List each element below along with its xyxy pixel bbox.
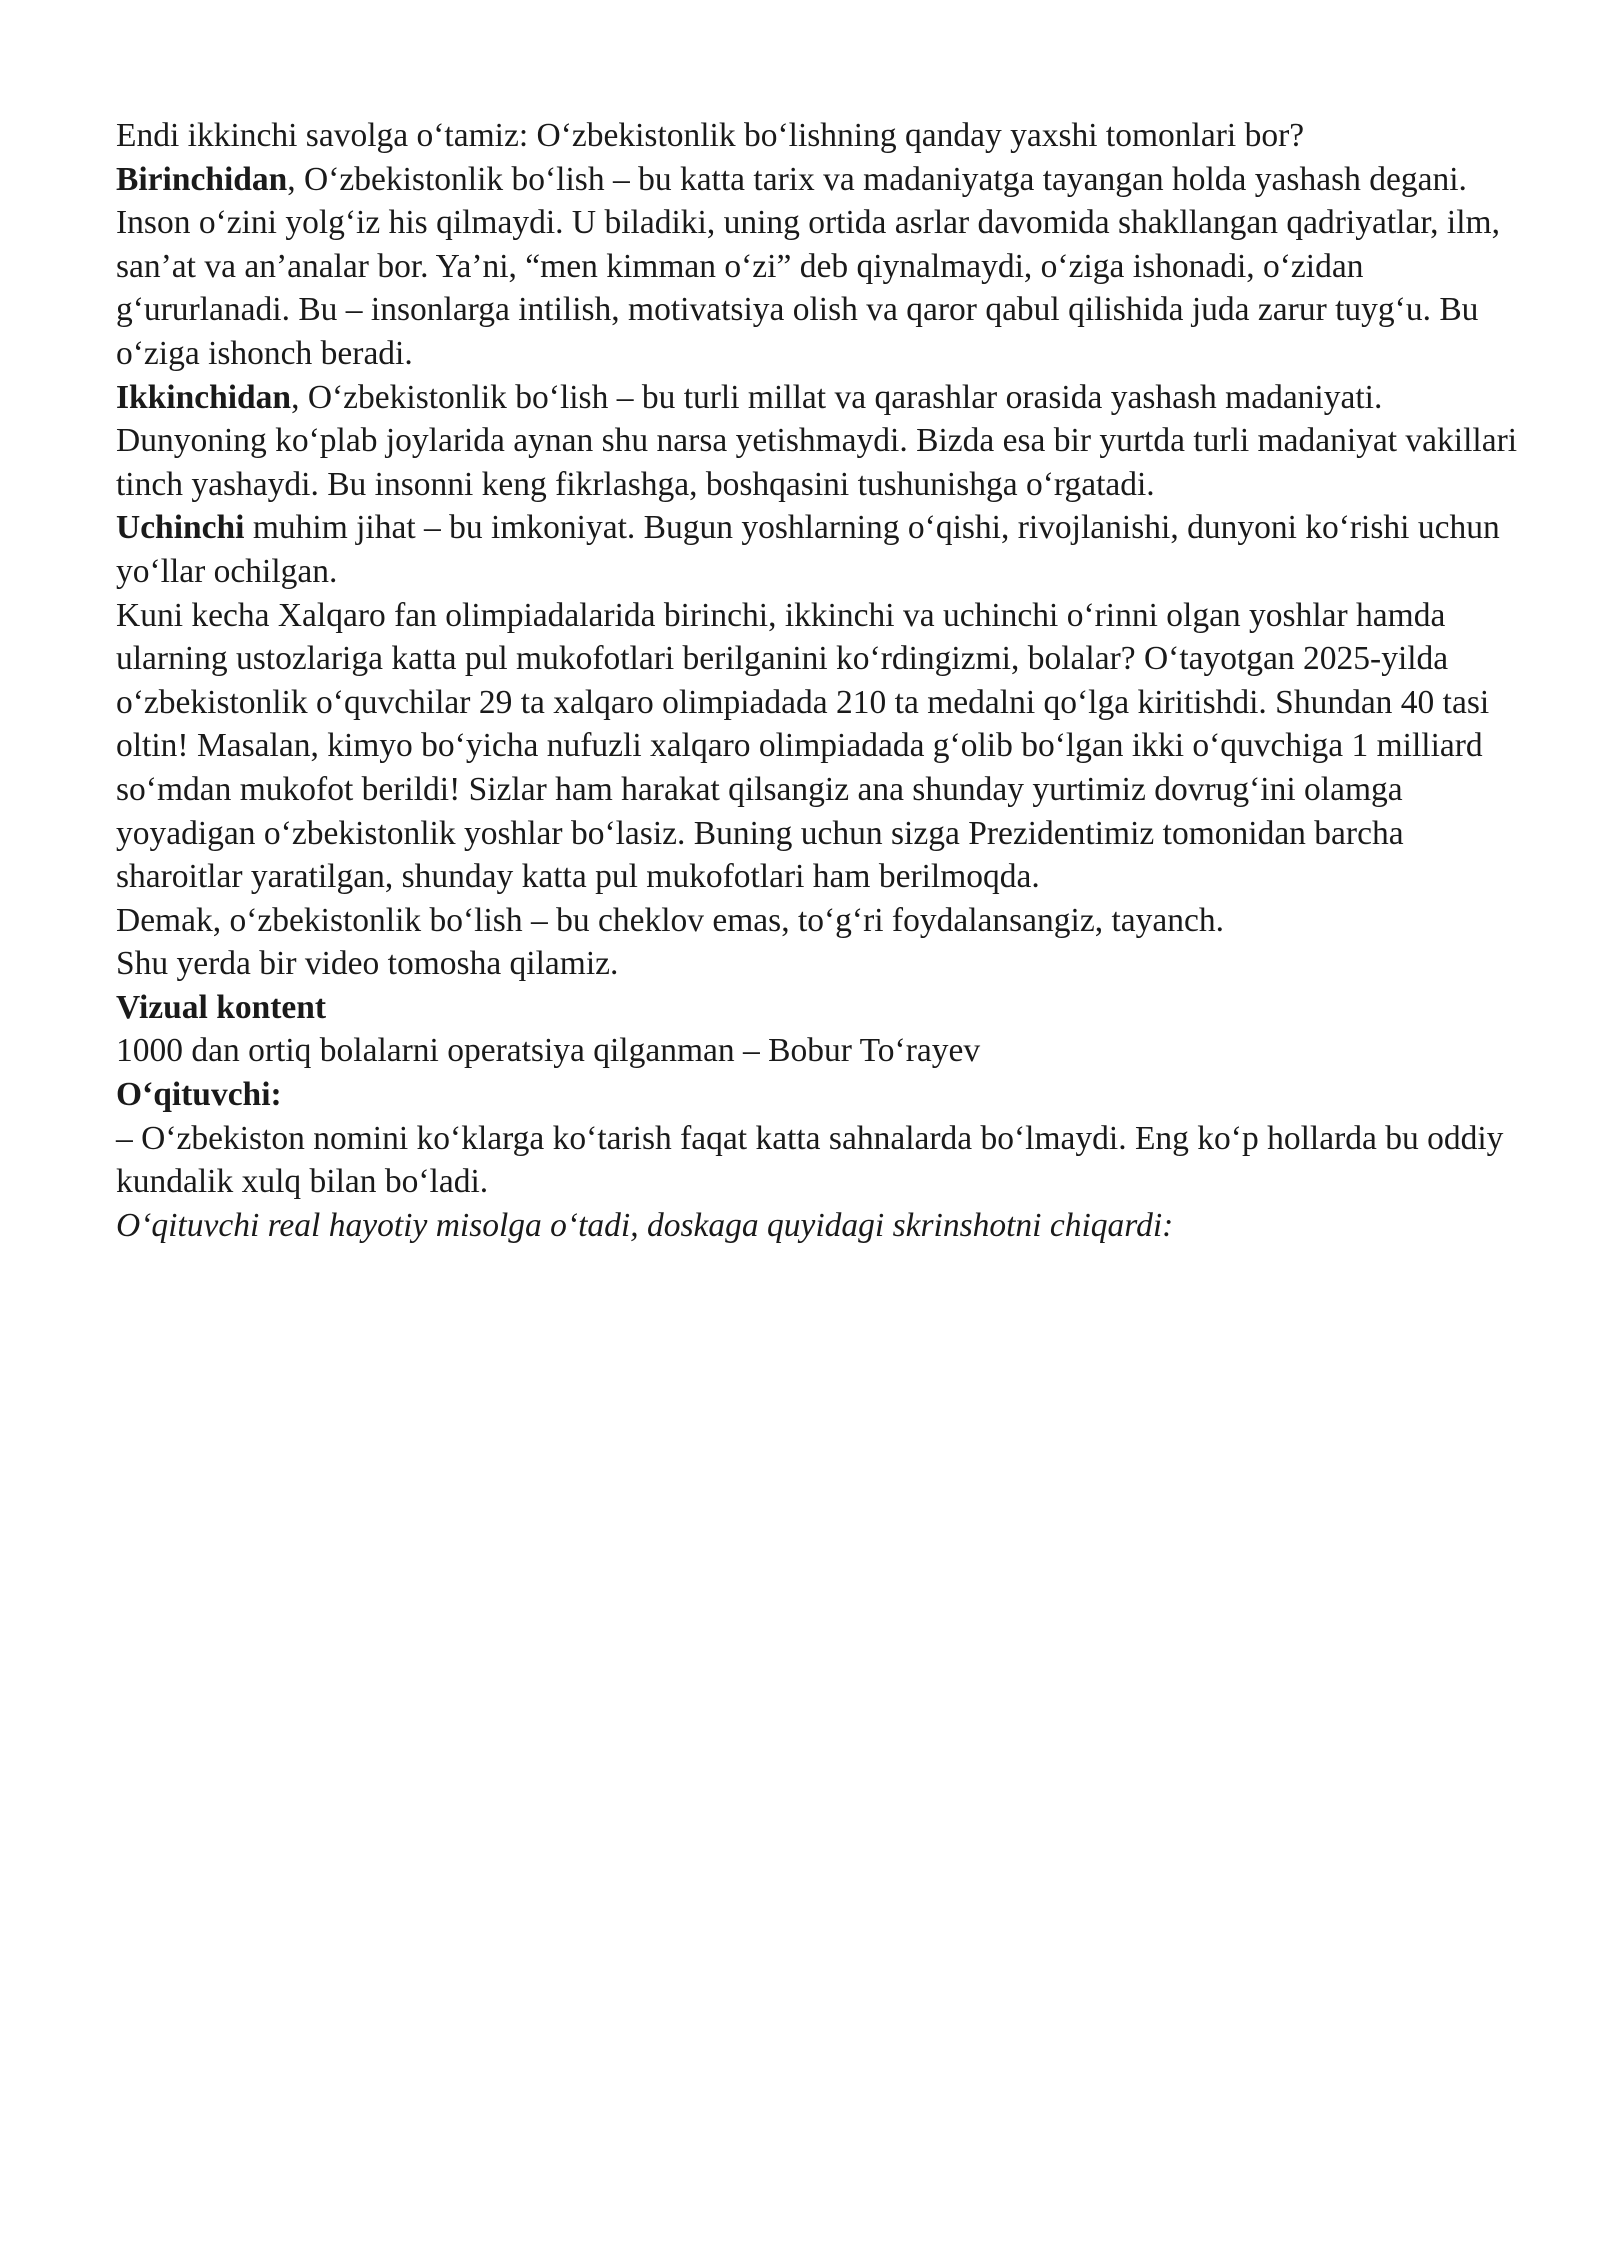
visual-content-caption: 1000 dan ortiq bolalarni operatsiya qilganman – Bobur To‘rayev <box>116 1032 981 1070</box>
document-page <box>116 114 1536 1247</box>
teacher-stage-note: O‘qituvchi real hayotiy misolga o‘tadi, doskaga quyidagi skrinshotni chiqardi: <box>116 1206 1174 1244</box>
first-point-text: , O‘zbekistonlik bo‘lish – bu katta tarix va madaniyatga tayangan holda yashash degani. Inson o‘zini yolg‘iz his qilmaydi. U biladiki, uning ortida asrlar davomida shakllangan qadriyatlar, ilm, san’at va an’analar bor. Ya’ni, “men kimman o‘zi” deb qiynalmaydi, o‘ziga ishonadi, o‘zidan g‘ururlanadi. Bu – insonlarga intilish, motivatsiya olish va qaror qabul qilishida juda zarur tuyg‘u. Bu o‘ziga ishonch beradi. <box>116 160 1500 372</box>
conclusion-paragraph: Demak, o‘zbekistonlik bo‘lish – bu cheklov emas, to‘g‘ri foydalansangiz, tayanch. <box>116 901 1224 939</box>
second-point-text: , O‘zbekistonlik bo‘lish – bu turli millat va qarashlar orasida yashash madaniyati. Dunyoning ko‘plab joylarida aynan shu narsa yetishmaydi. Bizda esa bir yurtda turli madaniyat vakillari tinch yashaydi. Bu insonni keng fikrlashga, boshqasini tushunishga o‘rgatadi. <box>116 378 1518 503</box>
first-point-paragraph <box>116 158 1536 376</box>
third-point-text: muhim jihat – bu imkoniyat. Bugun yoshlarning o‘qishi, rivojlanishi, dunyoni ko‘rishi uchun yo‘llar ochilgan. <box>116 509 1500 590</box>
video-line: Shu yerda bir video tomosha qilamiz. <box>116 945 619 983</box>
second-point-lead: Ikkinchidan <box>116 378 292 416</box>
second-point-paragraph <box>116 376 1536 507</box>
teacher-heading: O‘qituvchi: <box>116 1076 282 1114</box>
intro-question: Endi ikkinchi savolga o‘tamiz: O‘zbekistonlik bo‘lishning qanday yaxshi tomonlari bor? <box>116 117 1305 154</box>
first-point-lead: Birinchidan <box>116 160 288 198</box>
olympiad-paragraph: Kuni kecha Xalqaro fan olimpiadalarida birinchi, ikkinchi va uchinchi o‘rinni olgan yoshlar hamda ularning ustozlariga katta pul mukofotlari berilganini ko‘rdingizmi, bolalar? O‘tayotgan 2025-yilda o‘zbekistonlik o‘quvchilar 29 ta xalqaro olimpiadada 210 ta medalni qo‘lga kiritishdi. Shundan 40 tasi oltin! Masalan, kimyo bo‘yicha nufuzli xalqaro olimpiadada g‘olib bo‘lgan ikki o‘quvchiga 1 milliard so‘mdan mukofot berildi! Sizlar ham harakat qilsangiz ana shunday yurtimiz dovrug‘ini olamga yoyadigan o‘zbekistonlik yoshlar bo‘lasiz. Buning uchun sizga Prezidentimiz tomonidan barcha sharoitlar yaratilgan, shunday katta pul mukofotlari ham berilmoqda. <box>116 596 1490 896</box>
teacher-speech: – O‘zbekiston nomini ko‘klarga ko‘tarish faqat katta sahnalarda bo‘lmaydi. Eng ko‘p hollarda bu oddiy kundalik xulq bilan bo‘ladi. <box>116 1119 1504 1201</box>
visual-content-heading: Vizual kontent <box>116 988 327 1026</box>
third-point-lead: Uchinchi <box>116 509 245 547</box>
third-point-paragraph <box>116 506 1536 593</box>
